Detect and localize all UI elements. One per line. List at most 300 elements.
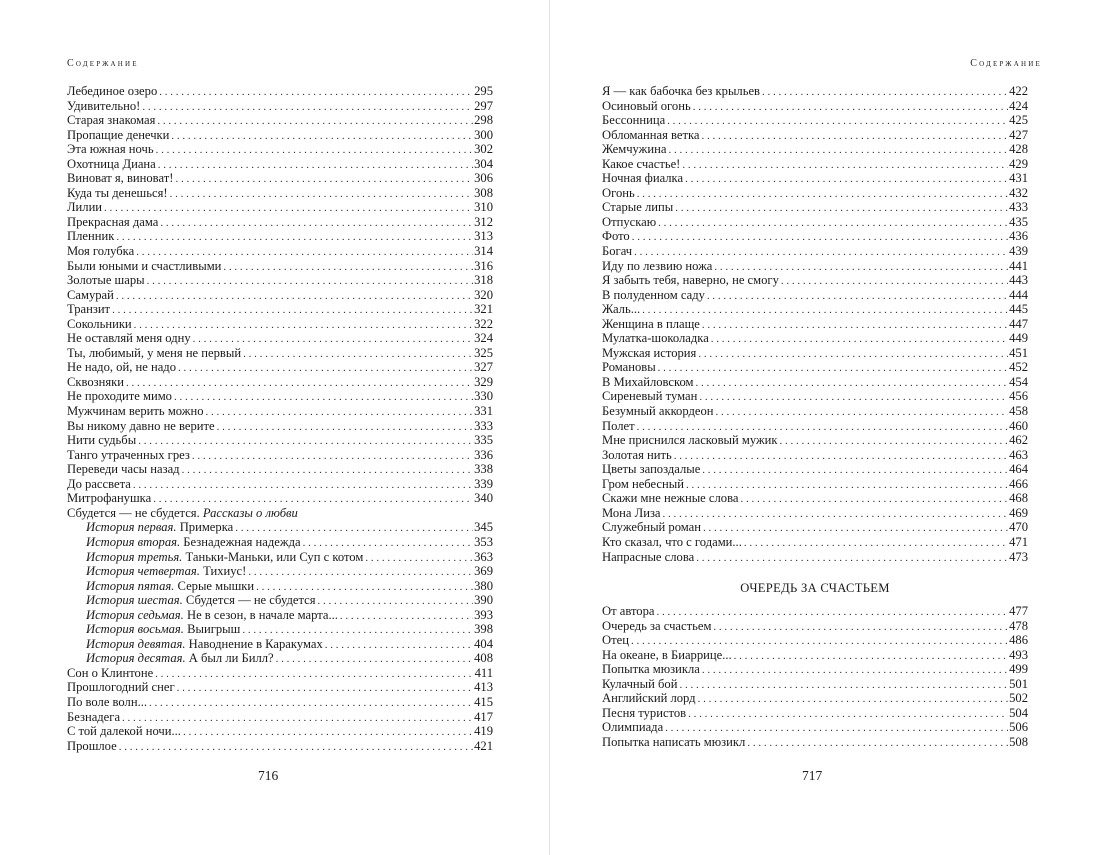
toc-entry bbox=[67, 448, 493, 463]
toc-entry bbox=[602, 99, 1028, 114]
entry-page-number: 469 bbox=[1009, 505, 1028, 520]
story-label: История девятая. bbox=[86, 636, 186, 651]
dot-leader bbox=[147, 274, 474, 289]
entry-page-number: 493 bbox=[1009, 647, 1028, 662]
entry-title-text: Моя голубка bbox=[67, 244, 135, 259]
entry-page-number: 318 bbox=[474, 273, 493, 288]
entry-title bbox=[67, 389, 174, 404]
story-label: История третья. bbox=[86, 549, 183, 564]
entry-title-text: Ты, любимый, у меня не первый bbox=[67, 345, 242, 360]
entry-page-number: 325 bbox=[474, 345, 493, 360]
dot-leader bbox=[116, 230, 473, 245]
entry-title-text: Какое счастье! bbox=[602, 156, 681, 171]
entry-page-number: 320 bbox=[474, 287, 493, 302]
entry-page-number: 417 bbox=[474, 709, 493, 724]
toc-entry bbox=[67, 288, 493, 303]
toc-entry bbox=[602, 706, 1028, 721]
entry-title bbox=[602, 677, 679, 692]
entry-title-text: Напрасные слова bbox=[602, 549, 695, 564]
entry-page-number: 443 bbox=[1009, 273, 1028, 288]
dot-leader bbox=[780, 434, 1009, 449]
story-label: История седьмая. bbox=[86, 607, 184, 622]
entry-page-number: 428 bbox=[1009, 142, 1028, 157]
dot-leader bbox=[340, 609, 473, 624]
entry-title-text: Кулачный бой bbox=[602, 676, 678, 691]
dot-leader bbox=[134, 318, 473, 333]
entry-title-text: Олимпиада bbox=[602, 720, 664, 735]
entry-title bbox=[86, 593, 318, 608]
entry-title bbox=[602, 375, 696, 390]
toc-entry bbox=[67, 186, 493, 201]
dot-leader bbox=[713, 620, 1008, 635]
toc-entry bbox=[602, 462, 1028, 477]
entry-title-text: Мулатка-шоколадка bbox=[602, 331, 709, 346]
entry-title bbox=[602, 604, 657, 619]
dot-leader bbox=[637, 187, 1008, 202]
entry-page-number: 404 bbox=[474, 636, 493, 651]
entry-title-text: Обломанная ветка bbox=[602, 127, 700, 142]
dot-leader bbox=[663, 507, 1009, 522]
entry-page-number: 380 bbox=[474, 578, 493, 593]
entry-page-number: 473 bbox=[1009, 549, 1028, 564]
dot-leader bbox=[183, 725, 473, 740]
toc-entry bbox=[67, 608, 493, 623]
entry-page-number: 298 bbox=[474, 113, 493, 128]
entry-title bbox=[67, 739, 119, 754]
entry-title bbox=[67, 128, 171, 143]
toc-entry bbox=[67, 579, 493, 594]
dot-leader bbox=[178, 361, 473, 376]
entry-title-text: Богач bbox=[602, 244, 633, 259]
toc-entry bbox=[67, 346, 493, 361]
entry-title-text: Были юными и счастливыми bbox=[67, 258, 222, 273]
entry-title bbox=[67, 724, 183, 739]
entry-page-number: 477 bbox=[1009, 604, 1028, 619]
entry-title bbox=[67, 157, 158, 172]
entry-page-number: 458 bbox=[1009, 404, 1028, 419]
entry-title bbox=[602, 735, 747, 750]
dot-leader bbox=[192, 449, 473, 464]
entry-title bbox=[67, 113, 157, 128]
entry-page-number: 427 bbox=[1009, 127, 1028, 142]
entry-page-number: 466 bbox=[1009, 476, 1028, 491]
toc-entry bbox=[602, 491, 1028, 506]
entry-page-number: 327 bbox=[474, 360, 493, 375]
toc-entry bbox=[67, 171, 493, 186]
toc-entry bbox=[602, 662, 1028, 677]
entry-page-number: 470 bbox=[1009, 520, 1028, 535]
entry-page-number: 302 bbox=[474, 142, 493, 157]
story-title: Не в сезон, в начале марта... bbox=[186, 607, 338, 622]
entry-title bbox=[602, 633, 631, 648]
dot-leader bbox=[104, 201, 473, 216]
entry-title bbox=[86, 608, 340, 623]
dot-leader bbox=[781, 274, 1008, 289]
page-number: 716 bbox=[258, 768, 279, 783]
toc-entry bbox=[602, 477, 1028, 492]
running-header: Содержание bbox=[970, 58, 1042, 69]
entry-title-text: Прошлое bbox=[67, 738, 117, 753]
dot-leader bbox=[206, 405, 474, 420]
entry-title bbox=[602, 128, 702, 143]
entry-title-text: Скажи мне нежные слова bbox=[602, 491, 739, 506]
table-of-contents bbox=[602, 84, 1028, 750]
toc-entry bbox=[67, 739, 493, 754]
entry-page-number: 314 bbox=[474, 244, 493, 259]
toc-entry bbox=[602, 302, 1028, 317]
toc-entry bbox=[67, 404, 493, 419]
entry-title bbox=[67, 666, 155, 681]
toc-entry bbox=[67, 535, 493, 550]
entry-page-number: 486 bbox=[1009, 633, 1028, 648]
dot-leader bbox=[156, 143, 474, 158]
dot-leader bbox=[762, 85, 1008, 100]
toc-entry bbox=[67, 389, 493, 404]
toc-entry bbox=[67, 113, 493, 128]
story-title: Таньки-Маньки, или Суп с котом bbox=[185, 549, 364, 564]
story-label: История четвертая. bbox=[86, 564, 200, 579]
toc-entry bbox=[602, 142, 1028, 157]
entry-title bbox=[602, 706, 688, 721]
entry-title-text: На океане, в Биаррице... bbox=[602, 647, 732, 662]
story-label: История первая. bbox=[86, 520, 177, 535]
toc-entry bbox=[67, 666, 493, 681]
entry-page-number: 340 bbox=[474, 491, 493, 506]
dot-leader bbox=[193, 332, 473, 347]
entry-title-text: Пропащие денечки bbox=[67, 127, 170, 142]
entry-title bbox=[602, 462, 702, 477]
dot-leader bbox=[149, 696, 473, 711]
entry-title-text: Кто сказал, что с годами... bbox=[602, 534, 742, 549]
story-title: Примерка bbox=[179, 520, 234, 535]
entry-page-number: 429 bbox=[1009, 156, 1028, 171]
entry-title-text: В Михайловском bbox=[602, 374, 694, 389]
story-title: Сбудется — не сбудется bbox=[185, 593, 316, 608]
entry-page-number: 336 bbox=[474, 447, 493, 462]
story-title: Безнадежная надежда bbox=[183, 534, 301, 549]
entry-title-text: Ночная фиалка bbox=[602, 171, 684, 186]
entry-title-text: Эта южная ночь bbox=[67, 142, 154, 157]
toc-entry bbox=[602, 375, 1028, 390]
toc-entry bbox=[602, 419, 1028, 434]
entry-page-number: 441 bbox=[1009, 258, 1028, 273]
entry-title-text: Старые липы bbox=[602, 200, 674, 215]
entry-title bbox=[602, 273, 781, 288]
entry-page-number: 419 bbox=[474, 724, 493, 739]
entry-title bbox=[67, 462, 182, 477]
entry-title bbox=[67, 215, 160, 230]
dot-leader bbox=[657, 605, 1009, 620]
running-header: Содержание bbox=[67, 58, 139, 69]
entry-title bbox=[602, 448, 674, 463]
entry-title bbox=[602, 186, 637, 201]
dot-leader bbox=[702, 318, 1008, 333]
entry-title bbox=[67, 710, 122, 725]
entry-title bbox=[602, 419, 637, 434]
entry-page-number: 502 bbox=[1009, 691, 1028, 706]
entry-title bbox=[86, 535, 303, 550]
entry-title-text: Удивительно! bbox=[67, 98, 141, 113]
entry-title bbox=[602, 200, 675, 215]
entry-page-number: 304 bbox=[474, 156, 493, 171]
toc-entry bbox=[602, 404, 1028, 419]
entry-title bbox=[67, 317, 134, 332]
entry-page-number: 398 bbox=[474, 622, 493, 637]
group-subtitle: Рассказы о любви bbox=[202, 505, 298, 520]
entry-page-number: 435 bbox=[1009, 214, 1028, 229]
dot-leader bbox=[688, 707, 1008, 722]
entry-title-text: Самурай bbox=[67, 287, 114, 302]
dot-leader bbox=[711, 332, 1008, 347]
entry-title bbox=[602, 662, 702, 677]
entry-title-text: Сиреневый туман bbox=[602, 389, 698, 404]
toc-entry bbox=[67, 710, 493, 725]
toc-entry bbox=[602, 506, 1028, 521]
entry-title-text: Виноват я, виноват! bbox=[67, 171, 174, 186]
dot-leader bbox=[116, 289, 473, 304]
entry-title bbox=[67, 171, 175, 186]
entry-title-text: Отпускаю bbox=[602, 214, 657, 229]
toc-entry bbox=[67, 593, 493, 608]
section-title: ОЧЕРЕДЬ ЗА СЧАСТЬЕМ bbox=[740, 581, 890, 596]
dot-leader bbox=[177, 681, 473, 696]
toc-entry bbox=[67, 229, 493, 244]
dot-leader bbox=[696, 551, 1008, 566]
dot-leader bbox=[703, 521, 1008, 536]
entry-title bbox=[602, 535, 744, 550]
dot-leader bbox=[667, 114, 1008, 129]
entry-title-text: Огонь bbox=[602, 185, 635, 200]
entry-page-number: 439 bbox=[1009, 244, 1028, 259]
dot-leader bbox=[634, 245, 1008, 260]
entry-title bbox=[602, 142, 668, 157]
dot-leader bbox=[157, 114, 473, 129]
dot-leader bbox=[365, 551, 473, 566]
table-of-contents bbox=[67, 84, 493, 753]
entry-title bbox=[67, 259, 223, 274]
entry-page-number: 308 bbox=[474, 185, 493, 200]
entry-title-text: Гром небесный bbox=[602, 476, 684, 491]
entry-page-number: 322 bbox=[474, 316, 493, 331]
entry-title bbox=[67, 433, 138, 448]
story-title: Наводнение в Каракумах bbox=[188, 636, 323, 651]
entry-page-number: 411 bbox=[474, 665, 493, 680]
entry-title-text: В полуденном саду bbox=[602, 287, 705, 302]
toc-entry bbox=[67, 564, 493, 579]
entry-page-number: 338 bbox=[474, 462, 493, 477]
dot-leader bbox=[698, 692, 1009, 707]
entry-title bbox=[86, 637, 325, 652]
toc-entry bbox=[67, 99, 493, 114]
dot-leader bbox=[682, 158, 1008, 173]
entry-page-number: 310 bbox=[474, 200, 493, 215]
dot-leader bbox=[159, 85, 473, 100]
toc-entry bbox=[67, 302, 493, 317]
entry-title-text: Жаль... bbox=[602, 302, 641, 317]
group-title-text: Сбудется — не сбудется. bbox=[67, 505, 200, 520]
entry-title-text: Безнадега bbox=[67, 709, 121, 724]
entry-page-number: 345 bbox=[474, 520, 493, 535]
entry-title-text: Пленник bbox=[67, 229, 115, 244]
entry-title-text: Мужчинам верить можно bbox=[67, 404, 204, 419]
entry-page-number: 300 bbox=[474, 127, 493, 142]
entry-title bbox=[602, 171, 685, 186]
toc-entry bbox=[602, 331, 1028, 346]
dot-leader bbox=[133, 478, 473, 493]
toc-entry bbox=[602, 215, 1028, 230]
toc-entry bbox=[67, 142, 493, 157]
entry-title bbox=[602, 720, 665, 735]
entry-title-text: Вы никому давно не верите bbox=[67, 418, 215, 433]
toc-entry bbox=[67, 695, 493, 710]
entry-title bbox=[602, 302, 642, 317]
entry-title bbox=[602, 648, 734, 663]
dot-leader bbox=[119, 740, 473, 755]
dot-leader bbox=[126, 376, 473, 391]
dot-leader bbox=[693, 100, 1008, 115]
dot-leader bbox=[142, 100, 473, 115]
entry-title-text: Отец bbox=[602, 633, 629, 648]
dot-leader bbox=[674, 449, 1008, 464]
dot-leader bbox=[171, 129, 473, 144]
dot-leader bbox=[242, 623, 473, 638]
toc-entry bbox=[67, 317, 493, 332]
entry-title bbox=[67, 273, 147, 288]
entry-title bbox=[86, 579, 256, 594]
entry-title-text: Лилии bbox=[67, 200, 103, 215]
toc-entry bbox=[67, 520, 493, 535]
dot-leader bbox=[174, 390, 473, 405]
entry-page-number: 504 bbox=[1009, 705, 1028, 720]
toc-entry bbox=[602, 244, 1028, 259]
entry-page-number: 463 bbox=[1009, 447, 1028, 462]
dot-leader bbox=[696, 376, 1009, 391]
toc-entry bbox=[67, 259, 493, 274]
dot-leader bbox=[734, 649, 1008, 664]
dot-leader bbox=[702, 463, 1008, 478]
entry-page-number: 408 bbox=[474, 651, 493, 666]
entry-page-number: 324 bbox=[474, 331, 493, 346]
entry-title bbox=[67, 142, 156, 157]
toc-entry bbox=[602, 677, 1028, 692]
entry-title-text: Безумный аккордеон bbox=[602, 404, 714, 419]
entry-title bbox=[602, 506, 663, 521]
entry-title bbox=[86, 564, 248, 579]
dot-leader bbox=[318, 594, 474, 609]
dot-leader bbox=[175, 172, 473, 187]
dot-leader bbox=[744, 536, 1008, 551]
entry-title bbox=[67, 404, 206, 419]
toc-entry bbox=[67, 491, 493, 506]
entry-title bbox=[67, 99, 142, 114]
toc-entry bbox=[602, 720, 1028, 735]
story-label: История вторая. bbox=[86, 534, 181, 549]
entry-title bbox=[602, 99, 693, 114]
dot-leader bbox=[325, 638, 473, 653]
entry-title bbox=[86, 651, 276, 666]
entry-title-text: Золотая нить bbox=[602, 447, 672, 462]
toc-entry bbox=[602, 633, 1028, 648]
dot-leader bbox=[686, 478, 1008, 493]
entry-title-text: Романовы bbox=[602, 360, 656, 375]
toc-entry bbox=[602, 433, 1028, 448]
toc-entry bbox=[67, 200, 493, 215]
entry-title bbox=[602, 317, 702, 332]
entry-title bbox=[67, 200, 104, 215]
entry-title-text: С той далекой ночи... bbox=[67, 724, 181, 739]
entry-page-number: 425 bbox=[1009, 113, 1028, 128]
entry-title bbox=[602, 84, 762, 99]
entry-title bbox=[67, 419, 217, 434]
toc-entry bbox=[602, 520, 1028, 535]
entry-title-text: Попытка мюзикла bbox=[602, 662, 700, 677]
entry-page-number: 506 bbox=[1009, 720, 1028, 735]
entry-title bbox=[86, 550, 365, 565]
toc-entry bbox=[602, 186, 1028, 201]
entry-title-text: Прекрасная дама bbox=[67, 214, 159, 229]
dot-leader bbox=[248, 565, 473, 580]
entry-title bbox=[67, 448, 192, 463]
entry-title-text: Полет bbox=[602, 418, 635, 433]
entry-title bbox=[86, 520, 235, 535]
toc-entry bbox=[602, 604, 1028, 619]
entry-page-number: 335 bbox=[474, 433, 493, 448]
dot-leader bbox=[256, 580, 473, 595]
entry-title-text: Попытка написать мюзикл bbox=[602, 734, 746, 749]
dot-leader bbox=[658, 361, 1008, 376]
story-label: История шестая. bbox=[86, 593, 183, 608]
entry-page-number: 333 bbox=[474, 418, 493, 433]
entry-page-number: 431 bbox=[1009, 171, 1028, 186]
story-title: Серые мышки bbox=[177, 578, 255, 593]
entry-page-number: 444 bbox=[1009, 287, 1028, 302]
dot-leader bbox=[637, 420, 1009, 435]
dot-leader bbox=[685, 172, 1008, 187]
entry-page-number: 445 bbox=[1009, 302, 1028, 317]
dot-leader bbox=[642, 303, 1008, 318]
entry-page-number: 330 bbox=[474, 389, 493, 404]
dot-leader bbox=[698, 347, 1008, 362]
entry-title-text: Осиновый огонь bbox=[602, 98, 691, 113]
entry-title-text: Золотые шары bbox=[67, 273, 145, 288]
toc-entry bbox=[602, 550, 1028, 565]
group-title bbox=[67, 506, 300, 521]
toc-entry bbox=[602, 535, 1028, 550]
entry-title-text: Сквозняки bbox=[67, 374, 125, 389]
toc-entry bbox=[602, 84, 1028, 99]
dot-leader bbox=[223, 260, 473, 275]
toc-entry bbox=[67, 244, 493, 259]
dot-leader bbox=[665, 721, 1008, 736]
entry-page-number: 339 bbox=[474, 476, 493, 491]
entry-page-number: 464 bbox=[1009, 462, 1028, 477]
dot-leader bbox=[668, 143, 1008, 158]
entry-title bbox=[67, 680, 177, 695]
entry-page-number: 422 bbox=[1009, 84, 1028, 98]
entry-page-number: 295 bbox=[474, 84, 493, 98]
story-label: История пятая. bbox=[86, 578, 175, 593]
entry-page-number: 501 bbox=[1009, 676, 1028, 691]
dot-leader bbox=[235, 521, 473, 536]
dot-leader bbox=[158, 158, 473, 173]
dot-leader bbox=[632, 230, 1008, 245]
toc-entry bbox=[67, 375, 493, 390]
entry-title bbox=[67, 244, 136, 259]
entry-title bbox=[67, 288, 116, 303]
entry-title-text: Танго утраченных грез bbox=[67, 447, 190, 462]
dot-leader bbox=[747, 736, 1008, 751]
entry-page-number: 297 bbox=[474, 98, 493, 113]
